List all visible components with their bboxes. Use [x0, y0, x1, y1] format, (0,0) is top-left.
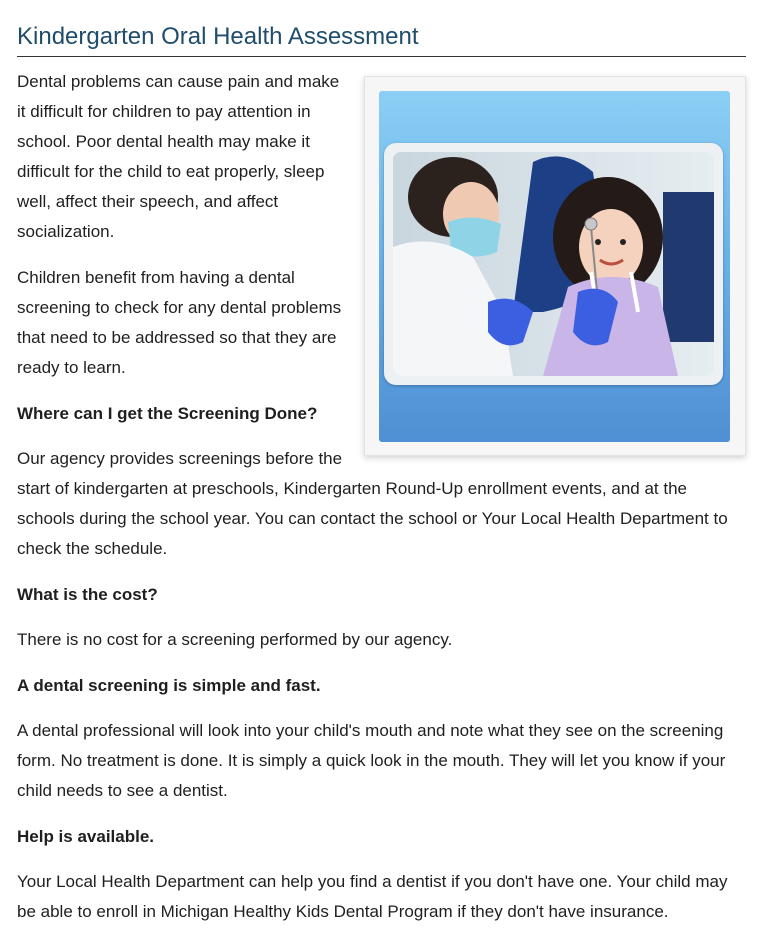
page-title: Kindergarten Oral Health Assessment: [17, 0, 746, 57]
photo-card: [364, 76, 746, 456]
dental-exam-illustration: [393, 152, 714, 376]
section-heading-cost: What is the cost?: [17, 585, 158, 604]
section-heading-help: Help is available.: [17, 827, 155, 846]
photo-background: [379, 91, 730, 442]
section-heading-where: Where can I get the Screening Done?: [17, 404, 318, 423]
section-body-cost: There is no cost for a screening performed by our agency.: [17, 630, 453, 649]
dental-exam-photo: [393, 152, 714, 376]
intro-paragraph-2: Children benefit from having a dental screening to check for any dental problems that need to be addressed so that they are ready to learn.: [17, 268, 342, 377]
photo-frame: [384, 143, 723, 385]
section-body-help: Your Local Health Department can help you find a dentist if you don't have one. Your child may be able to enroll in Michigan Healthy Kids Dental Program if they don't have insurance.: [17, 872, 728, 921]
intro-paragraph-1: Dental problems can cause pain and make it difficult for children to pay attention in school. Poor dental health may make it difficult for the child to eat properly, sleep well, affect their speech, and affect socialization.: [17, 72, 340, 241]
section-body-where: Our agency provides screenings before the start of kindergarten at preschools, Kindergarten Round-Up enrollment events, and at the schools during the school year. You can contact the school or Your Local Health Department to check the schedule.: [17, 449, 728, 558]
section-heading-simple: A dental screening is simple and fast.: [17, 676, 321, 695]
section-body-simple: A dental professional will look into your child's mouth and note what they see on the screening form. No treatment is done. It is simply a quick look in the mouth. They will let you know if your child needs to see a dentist.: [17, 721, 726, 800]
article-content: [17, 67, 746, 927]
